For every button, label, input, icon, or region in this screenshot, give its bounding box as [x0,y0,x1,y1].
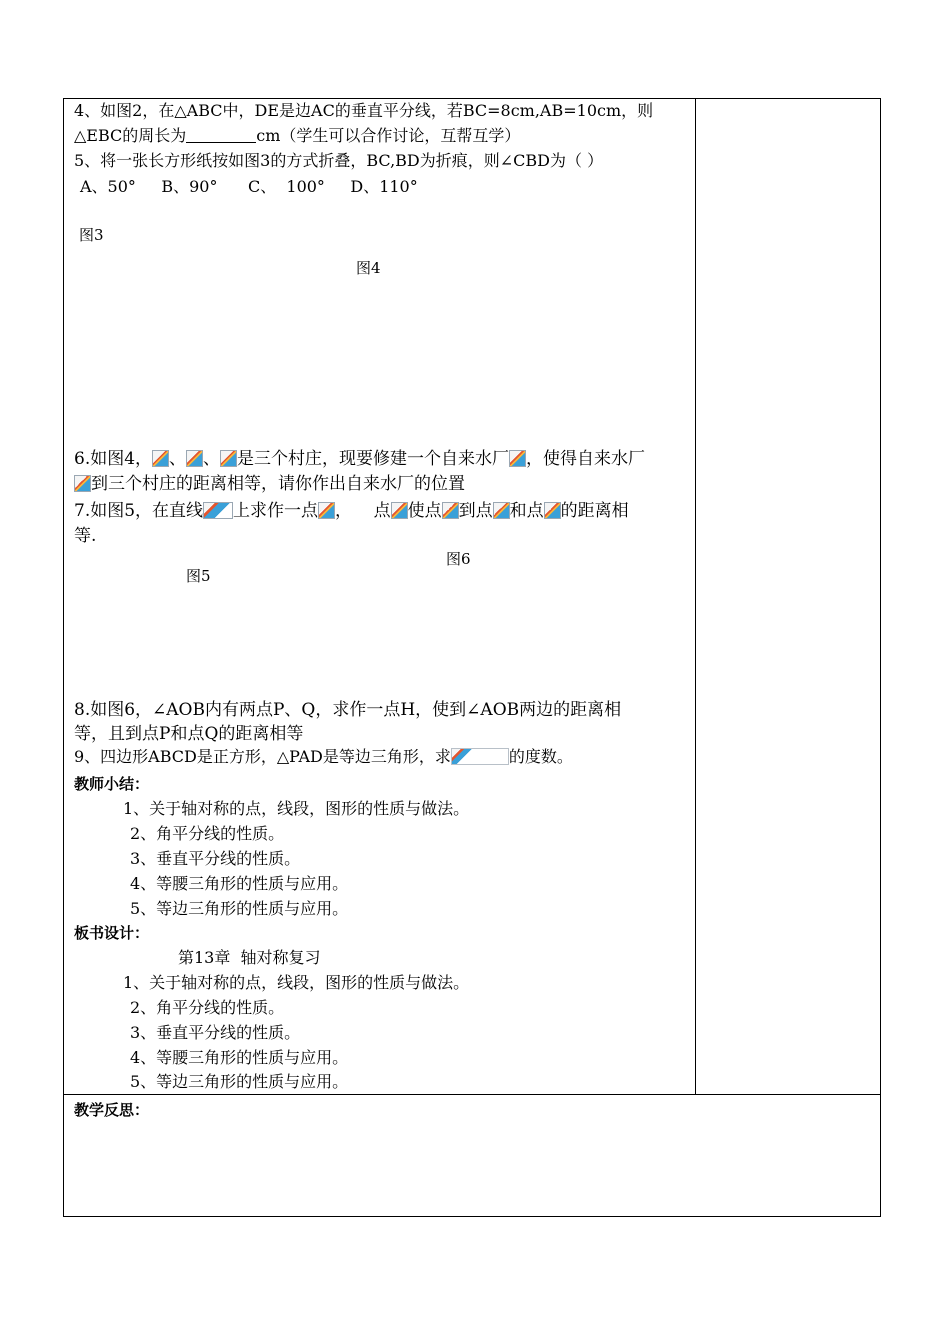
broken-image-icon [544,502,561,519]
q7-pre: 7.如图5，在直线 [74,501,204,521]
board-design-item: 2、角平分线的性质。 [130,998,285,1017]
answer-blank [186,126,256,143]
fig5-label: 图5 [186,567,211,585]
broken-image-icon [74,475,91,492]
q9-line [74,746,573,768]
broken-image-icon [442,502,459,519]
q7-t5: 和点 [509,501,544,521]
broken-image-icon [203,502,233,519]
q6-sep1: 、 [169,449,187,469]
table-border-top [63,98,881,99]
q7-t6: 的距离相 [560,501,629,521]
board-design-item: 5、等边三角形的性质与应用。 [130,1072,349,1091]
q7-t4: 到点 [458,501,493,521]
q6-post: ，使得自来水厂 [526,449,646,469]
q6-mid: 是三个村庄，现要修建一个自来水厂 [237,449,510,469]
board-design-item: 3、垂直平分线的性质。 [130,1023,301,1042]
reflection-heading: 教学反思： [74,1101,150,1119]
teacher-summary-item: 3、垂直平分线的性质。 [130,849,301,868]
broken-image-icon [451,748,509,765]
q9-post: 的度数。 [508,747,573,766]
fig6-label: 图6 [446,550,471,568]
q4-line2-pre: △EBC的周长为 [74,126,187,145]
q9-pre: 9、四边形ABCD是正方形，△PAD是等边三角形，求 [74,747,451,766]
table-border-left [63,98,64,1217]
broken-image-icon [220,450,237,467]
table-row-divider [63,1094,881,1095]
table-border-bottom [63,1216,881,1217]
q5-line1: 5、将一张长方形纸按如图3的方式折叠，BC,BD为折痕，则∠CBD为（ ） [74,151,604,170]
teacher-summary-item: 5、等边三角形的性质与应用。 [130,899,349,918]
q6-pre: 6.如图4， [74,449,153,469]
q7-line2: 等. [74,526,97,546]
broken-image-icon [152,450,169,467]
board-design-item: 1、关于轴对称的点，线段，图形的性质与做法。 [123,973,470,992]
table-column-divider [695,98,696,1095]
broken-image-icon [493,502,510,519]
q7-t1: 上求作一点 [233,501,319,521]
broken-image-icon [318,502,335,519]
board-design-item: 4、等腰三角形的性质与应用。 [130,1048,349,1067]
teacher-summary-item: 2、角平分线的性质。 [130,824,285,843]
q7-line1 [74,499,629,523]
fig4-label: 图4 [356,259,381,277]
q5-options: A、50° B、90° C、 100° D、110° [80,177,418,196]
fig3-label: 图3 [79,226,104,244]
broken-image-icon [391,502,408,519]
q7-t3: 使点 [407,501,442,521]
q8-line1: 8.如图6，∠AOB内有两点P、Q，求作一点H，使到∠AOB两边的距离相 [74,700,622,720]
q4-line2-post: cm（学生可以合作讨论，互帮互学） [256,126,521,145]
q6-line2-text: 到三个村庄的距离相等，请你作出自来水厂的位置 [91,474,465,494]
q4-line1: 4、如图2，在△ABC中，DE是边AC的垂直平分线，若BC=8cm,AB=10cm，则 [74,101,654,120]
q6-line1 [74,447,645,471]
teacher-summary-item: 4、等腰三角形的性质与应用。 [130,874,349,893]
q7-t2: ， 点 [335,501,391,521]
teacher-summary-heading: 教师小结： [74,775,150,793]
broken-image-icon [509,450,526,467]
board-design-heading: 板书设计： [74,924,150,942]
q6-line2 [74,472,465,496]
table-border-right [880,98,881,1217]
board-design-title: 第13章 轴对称复习 [178,948,321,967]
q8-line2: 等，且到点P和点Q的距离相等 [74,724,304,744]
q6-sep2: 、 [203,449,221,469]
teacher-summary-item: 1、关于轴对称的点，线段，图形的性质与做法。 [123,799,470,818]
broken-image-icon [186,450,203,467]
q4-line2 [74,125,520,147]
